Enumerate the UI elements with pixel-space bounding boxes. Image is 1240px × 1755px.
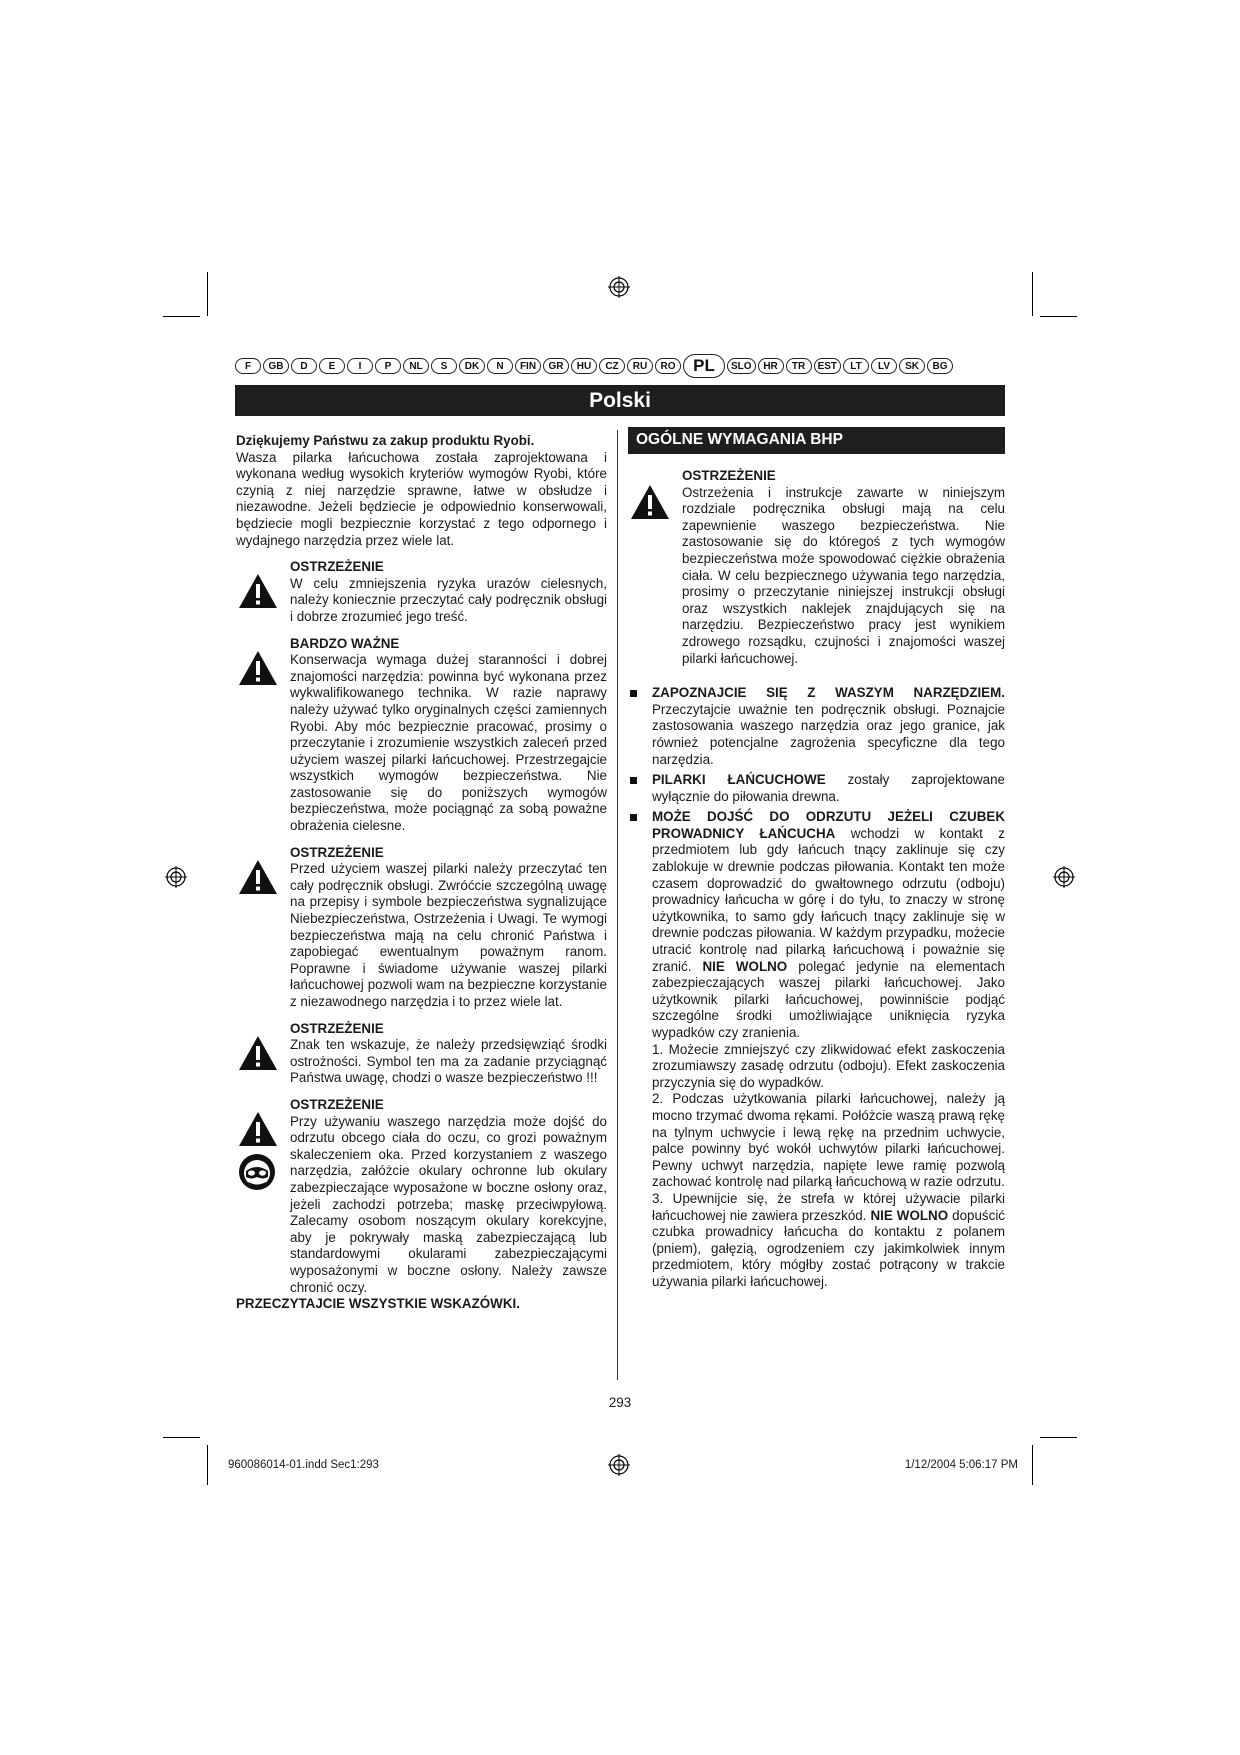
warning-heading: OSTRZEŻENIE — [290, 844, 384, 860]
crop-mark — [1032, 272, 1033, 316]
language-tab-lv: LV — [871, 358, 897, 374]
language-tab-lt: LT — [843, 358, 869, 374]
registration-mark-icon — [608, 1454, 630, 1476]
numbered-emphasis: NIE WOLNO — [870, 1207, 949, 1223]
right-column — [628, 427, 1005, 1291]
language-tab-slo: SLO — [727, 358, 756, 374]
numbered-text: dopuścić czubka prowadnicy łańcucha do kontaktu z polanem (pniem), gałęzią, ogrodzeniem czy jakimkolwiek innym przedmiotem, który mógłby zostać potrącony w trakcie używania pilarki łańcuchowej. — [652, 1207, 1005, 1289]
warning-block — [236, 845, 607, 1011]
language-tab-gb: GB — [263, 358, 289, 374]
page-number: 293 — [608, 1395, 632, 1410]
warning-triangle-icon — [630, 484, 670, 520]
language-tab-gr: GR — [543, 358, 569, 374]
bullet-text: polegać jedynie na elementach zabezpieczających waszej pilarki łańcuchowej. Jako użytkownik pilarki łańcuchowej, powinniście podjąć szczególne środki umożliwiające uniknięcia ryzyka wypadków czy zranienia. — [652, 958, 1005, 1040]
registration-mark-icon — [165, 866, 187, 888]
language-tab-pl: PL — [683, 354, 725, 378]
numbered-item: 1. Możecie zmniejszyć czy zlikwidować efekt zaskoczenia zrozumiawszy zasadę odrzutu (odboju). Efekt zaskoczenia przyczynia się do wypadków. — [652, 1041, 1005, 1090]
language-tab-e: E — [319, 358, 345, 374]
warning-text: Ostrzeżenia i instrukcje zawarte w niniejszym rozdziale podręcznika obsługi mają na celu zapewnienie waszego bezpieczeństwa. Nie zastosowanie się do któregoś z tych wymogów bezpieczeństwa może spowodować ciężkie obrażenia ciała. W celu bezpiecznego używania tego narzędzia, prosimy o przeczytanie niniejszej instrukcji obsługi oraz wszystkich naklejek znajdujących się na narzędziu. Bezpieczeństwo pracy jest wynikiem zdrowego rozsądku, czujności i znajomości waszej pilarki łańcuchowej. — [682, 484, 1005, 666]
list-item — [628, 685, 1005, 768]
language-tab-n: N — [487, 358, 513, 374]
language-tab-f: F — [235, 358, 261, 374]
bullet-emphasis: NIE WOLNO — [702, 958, 788, 974]
warning-text: Przed użyciem waszej pilarki należy przeczytać ten cały podręcznik obsługi. Zwróćcie szczególną uwagę na przepisy i symbole bezpieczeństwa sygnalizujące Niebezpieczeństwa, Ostrzeżenia i Uwagi. Te wymogi bezpieczeństwa mają na celu chronić Państwa i zapobiegać ewentualnym poważnym ranom. Poprawne i świadome używanie waszej pilarki łańcuchowej pozwoli wam na bezpieczne korzystanie z niezawodnego narzędzia i to przez wiele lat. — [290, 861, 607, 1009]
warning-block — [236, 636, 607, 835]
crop-mark — [1040, 1437, 1077, 1438]
list-item — [628, 809, 1005, 1041]
bullet-text: zostały zaprojektowane wyłącznie do piłowania drewna. — [652, 772, 1005, 804]
warning-text: Konserwacja wymaga dużej staranności i dobrej znajomości narzędzia: powinna być wykonana przez wykwalifikowanego technika. W razie naprawy należy używać tylko oryginalnych części zamiennych Ryobi. Aby móc bezpiecznie pracować, prosimy o przeczytanie i zrozumienie wszystkich zaleceń przed użyciem waszej pilarki łańcuchowej. Przestrzegajcie wszystkich wymogów bezpieczeństwa. Nie zastosowanie się do poniższych wymogów bezpieczeństwa, może pociągnąć za sobą poważne obrażenia cielesne. — [290, 652, 607, 834]
bullet-heading: MOŻE DOJŚĆ DO ODRZUTU JEŻELI CZUBEK PROWADNICY ŁAŃCUCHA — [652, 809, 1005, 841]
warning-block — [236, 1021, 607, 1087]
warning-triangle-icon — [238, 1035, 278, 1071]
warning-triangle-icon — [238, 1111, 278, 1147]
numbered-item — [628, 1191, 1005, 1291]
crop-mark — [163, 316, 200, 317]
crop-mark — [163, 1437, 200, 1438]
language-tab-hu: HU — [571, 358, 597, 374]
warning-block — [236, 559, 607, 625]
bullet-heading: ZAPOZNAJCIE SIĘ Z WASZYM NARZĘDZIEM. — [652, 685, 1005, 701]
crop-mark — [207, 1445, 208, 1485]
language-tab-p: P — [375, 358, 401, 374]
warning-triangle-icon — [238, 650, 278, 686]
warning-heading: OSTRZEŻENIE — [290, 1096, 384, 1112]
bullet-heading: PILARKI ŁAŃCUCHOWE — [652, 772, 826, 788]
registration-mark-icon — [1053, 866, 1075, 888]
warning-heading: OSTRZEŻENIE — [290, 559, 384, 575]
language-tab-cz: CZ — [599, 358, 625, 374]
warning-block — [628, 468, 1005, 667]
left-column — [236, 433, 607, 1313]
language-tab-fin: FIN — [515, 358, 541, 374]
registration-mark-icon — [608, 276, 630, 298]
crop-mark — [207, 272, 208, 316]
crop-mark — [1040, 316, 1077, 317]
warning-text: Przy używaniu waszego narzędzia może dojść do odrzutu obcego ciała do oczu, co grozi poważnym skaleczeniem oka. Przed korzystaniem z waszego narzędzia, załóżcie okulary ochronne lub okulary zabezpieczające wyposażone w boczne osłony oraz, jeżeli zachodzi potrzeba; maskę przeciwpyłową. Zalecamy osobom noszącym okulary korekcyjne, aby je pokrywały maską zabezpieczającą lub standardowymi okularami zabezpieczającymi wyposażonymi w boczne osłony. Należy zawsze chronić oczy. — [290, 1113, 607, 1295]
language-tab-dk: DK — [459, 358, 485, 374]
warning-text: W celu zmniejszenia ryzyka urazów cielesnych, należy koniecznie przeczytać cały podręcznik obsługi i dobrze zrozumieć jego treść. — [290, 575, 607, 624]
warning-heading: OSTRZEŻENIE — [682, 468, 776, 483]
page-title: Polski — [235, 385, 1005, 416]
language-tab-ro: RO — [655, 358, 681, 374]
intro-text: Wasza pilarka łańcuchowa została zaprojektowana i wykonana według wysokich kryteriów wymogów Ryobi, które czynią z niej narzędzie sprawne, łatwe w obsłudze i niezawodne. Jeżeli będziecie je odpowiednio konserwowali, będziecie mogli bezpiecznie korzystać z tego odpornego i wydajnego narzędzia przez wiele lat. — [236, 449, 607, 548]
warning-text: Znak ten wskazuje, że należy przedsięwziąć środki ostrożności. Symbol ten ma za zadanie przyciągnąć Państwa uwagę, chodzi o wasze bezpieczeństwo !!! — [290, 1037, 607, 1086]
list-item — [628, 772, 1005, 805]
language-tab-sk: SK — [899, 358, 925, 374]
print-timestamp: 1/12/2004 5:06:17 PM — [904, 1459, 1018, 1471]
safety-goggles-icon — [238, 1153, 276, 1191]
numbered-item: 2. Podczas użytkowania pilarki łańcuchowej, należy ją mocno trzymać dwoma rękami. Połóżcie waszą prawą rękę na tylnym uchwycie i lewą rękę na przednim uchwycie, palce powinny być wokół uchwytów pilarki łańcuchowej. Pewny uchwyt narzędzia, napięte lewe ramię pozwolą zachować kontrolę nad pilarką łańcuchową w razie odrzutu. — [652, 1091, 1005, 1190]
language-tab-i: I — [347, 358, 373, 374]
section-title: OGÓLNE WYMAGANIA BHP — [628, 427, 1005, 454]
language-tab-bg: BG — [927, 358, 953, 374]
language-tab-est: EST — [814, 358, 841, 374]
language-tab-ru: RU — [627, 358, 653, 374]
read-all-instructions: PRZECZYTAJCIE WSZYSTKIE WSKAZÓWKI. — [236, 1296, 520, 1312]
crop-mark — [1032, 1445, 1033, 1485]
warning-heading: BARDZO WAŻNE — [290, 635, 400, 651]
language-tab-hr: HR — [758, 358, 784, 374]
language-tab-tr: TR — [786, 358, 812, 374]
warning-triangle-icon — [238, 573, 278, 609]
language-tabs — [235, 354, 1005, 378]
file-slug: 960086014-01.indd Sec1:293 — [228, 1459, 379, 1471]
bullet-text: Przeczytajcie uważnie ten podręcznik obsługi. Poznajcie zastosowania waszego narzędzia oraz jego granice, jak również potencjalne zagrożenia specyficzne dla tego narzędzia. — [652, 701, 1005, 767]
column-divider — [617, 430, 618, 1380]
warning-triangle-icon — [238, 859, 278, 895]
language-tab-d: D — [291, 358, 317, 374]
bullet-text: wchodzi w kontakt z przedmiotem lub gdy łańcuch tnący zaklinuje się czy zablokuje w drewnie podczas piłowania. Kontakt ten może czasem doprowadzić do gwałtownego odrzutu (odboju) prowadnicy łańcucha w górę i do tyłu, to znaczy w stronę użytkownika, to samo gdy łańcuch tnący zaklinuje się w drewnie podczas piłowania. W każdym przypadku, możecie utracić kontrolę nad pilarką łańcuchową i poważnie się zranić. — [652, 825, 1005, 974]
warning-block — [236, 1097, 607, 1296]
warning-heading: OSTRZEŻENIE — [290, 1020, 384, 1036]
language-tab-nl: NL — [403, 358, 429, 374]
intro-heading: Dziękujemy Państwu za zakup produktu Ryobi. — [236, 433, 535, 448]
language-tab-s: S — [431, 358, 457, 374]
numbered-text: 3. Upewnijcie się, że strefa w której używacie pilarki łańcuchowej nie zawiera przeszkód. — [652, 1190, 1005, 1223]
